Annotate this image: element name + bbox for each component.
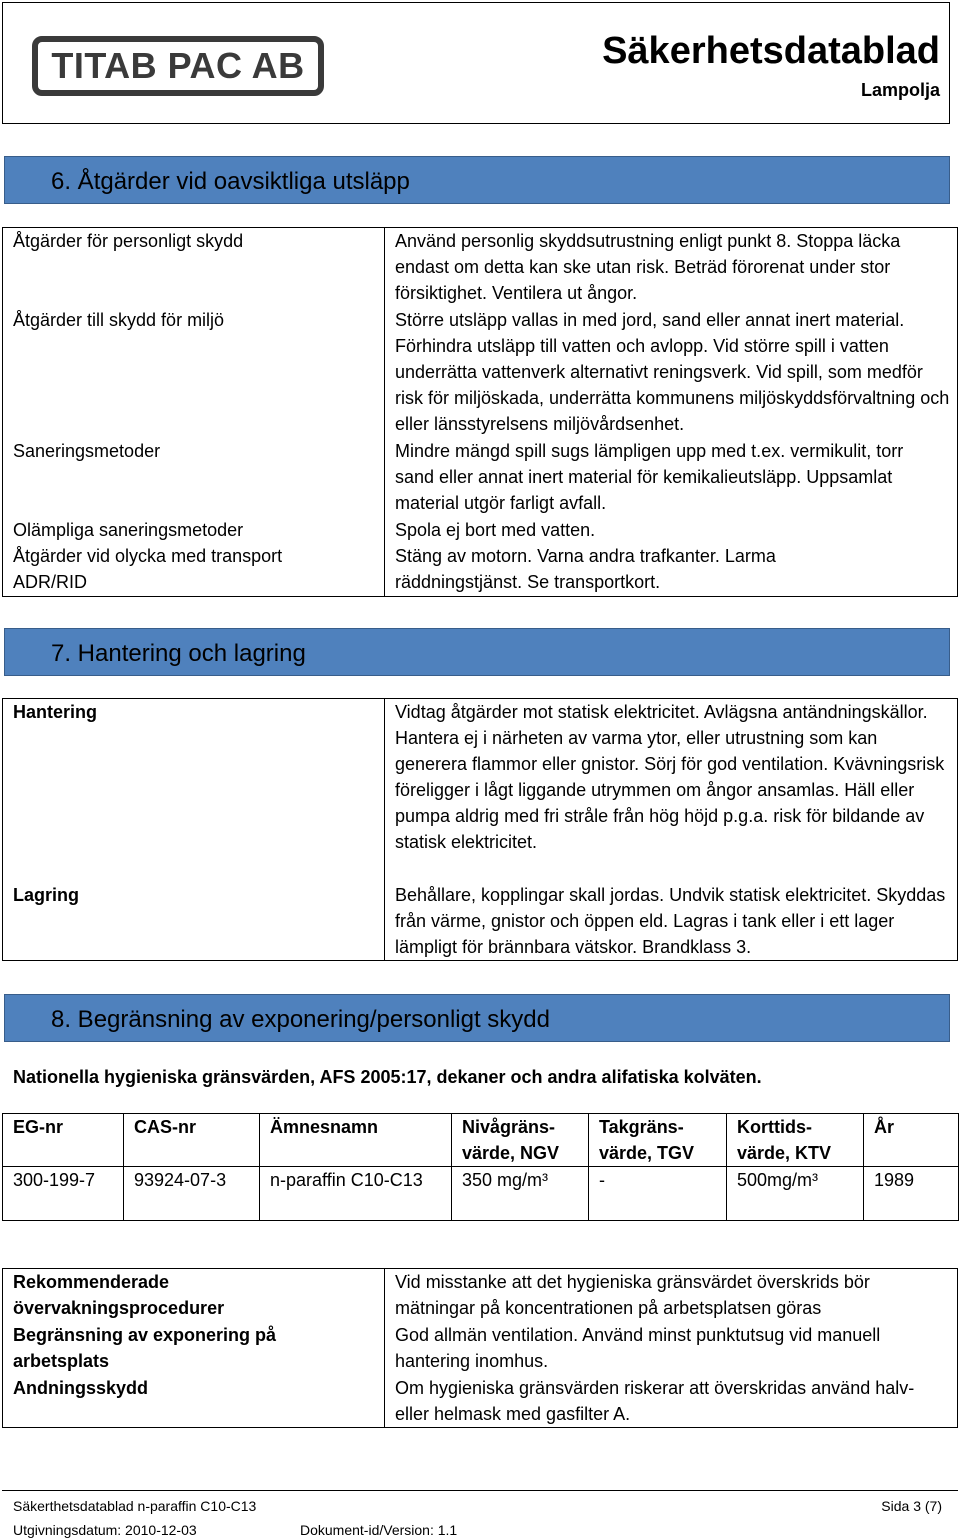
limit-values-table	[2, 1113, 959, 1221]
table-cell: -	[589, 1167, 727, 1221]
value-monitoring: Vid misstanke att det hygieniska gränsvärdet överskrids bör mätningar på koncentrationen på arbetsplatsen göras	[395, 1272, 870, 1318]
footer-page-number: Sida 3 (7)	[881, 1498, 942, 1514]
label-handling: Hantering	[13, 702, 98, 722]
table-cell: 300-199-7	[3, 1167, 124, 1221]
footer-document-id: Dokument-id/Version: 1.1	[300, 1522, 458, 1538]
value-unsuitable-cleanup: Spola ej bort med vatten.	[395, 520, 596, 540]
table-header: År	[864, 1114, 959, 1167]
table-header: Nivågräns-värde, NGV	[452, 1114, 589, 1167]
label-transport-accident: Åtgärder vid olycka med transport	[13, 546, 283, 566]
value-personal-protection: Använd personlig skyddsutrustning enligt punkt 8. Stoppa läcka endast om detta kan ske utan risk. Beträd förorenat under stor försiktighet. Ventilera ut ångor.	[395, 231, 901, 303]
table-header: EG-nr	[3, 1114, 124, 1167]
label-storage: Lagring	[13, 885, 79, 905]
label-monitoring: Rekommenderade övervakningsprocedurer	[13, 1272, 225, 1318]
label-exposure-limitation: Begränsning av exponering på arbetsplats	[13, 1325, 277, 1371]
label-environment-protection: Åtgärder till skydd för miljö	[13, 310, 225, 330]
table-cell: 93924-07-3	[124, 1167, 260, 1221]
value-environment-protection: Större utsläpp vallas in med jord, sand eller annat inert material. Förhindra utsläpp till vatten och avlopp. Vid större spill i vatten underrätta vattenverk alternativt reningsverk. Vid spill, som medför risk för miljöskada, underrätta kommunens miljöskyddsförvaltning och eller länsstyrelsens miljövårdsenhet.	[395, 310, 950, 434]
section-8-heading	[4, 994, 950, 1042]
table-cell: 350 mg/m³	[452, 1167, 589, 1221]
footer-issue-date: Utgivningsdatum: 2010-12-03	[13, 1522, 197, 1538]
company-logo: TITAB PAC AB	[32, 36, 324, 96]
column-divider	[384, 227, 385, 597]
table-header: CAS-nr	[124, 1114, 260, 1167]
label-unsuitable-cleanup: Olämpliga saneringsmetoder	[13, 520, 244, 540]
column-divider	[384, 698, 385, 961]
footer-rule	[2, 1490, 958, 1491]
table-cell: n-paraffin C10-C13	[260, 1167, 452, 1221]
footer-document-name: Säkerthetsdatablad n-paraffin C10-C13	[13, 1498, 257, 1514]
section-7-heading	[4, 628, 950, 676]
section-7-title: 7. Hantering och lagring	[51, 640, 306, 667]
table-header: Korttids-värde, KTV	[727, 1114, 864, 1167]
value-storage: Behållare, kopplingar skall jordas. Undvik statisk elektricitet. Skyddas från värme, gnistor och öppen eld. Lagras i tank eller i ett lager lämpligt för brännbara vätskor. Brandklass 3.	[395, 885, 946, 957]
table-cell: 1989	[864, 1167, 959, 1221]
label-personal-protection: Åtgärder för personligt skydd	[13, 231, 244, 251]
limit-values-subtitle: Nationella hygieniska gränsvärden, AFS 2005:17, dekaner och andra alifatiska kolväten.	[13, 1067, 762, 1087]
table-row	[3, 1167, 959, 1221]
table-cell: 500mg/m³	[727, 1167, 864, 1221]
value-transport-accident: Stäng av motorn. Varna andra trafkanter. Larma räddningstjänst. Se transportkort.	[395, 546, 776, 592]
column-divider	[384, 1268, 385, 1428]
value-respiratory-protection: Om hygieniska gränsvärden riskerar att överskridas använd halv- eller helmask med gasfilter A.	[395, 1378, 915, 1424]
table-header-row	[3, 1114, 959, 1167]
product-name: Lampolja	[860, 80, 940, 100]
value-exposure-limitation: God allmän ventilation. Använd minst punktutsug vid manuell hantering inomhus.	[395, 1325, 881, 1371]
section-6-heading	[4, 156, 950, 204]
section-6-title: 6. Åtgärder vid oavsiktliga utsläpp	[51, 168, 410, 195]
label-respiratory-protection: Andningsskydd	[13, 1378, 149, 1398]
document-title: Säkerhetsdatablad	[602, 30, 940, 72]
value-handling: Vidtag åtgärder mot statisk elektricitet. Avlägsna antändningskällor. Hantera ej i närheten av varma ytor, eller utrustning som kan generera flammor eller gnistor. Sörj för god ventilation. Kvävningsrisk föreligger i lågt liggande utrymmen om ångor ansamlas. Häll eller pumpa aldrig med fri stråle från hög höjd p.g.a. risk för bildande av statisk elektricitet.	[395, 702, 945, 852]
label-adr-rid: ADR/RID	[13, 572, 88, 592]
section-8-title: 8. Begränsning av exponering/personligt skydd	[51, 1006, 550, 1033]
value-cleanup-methods: Mindre mängd spill sugs lämpligen upp med t.ex. vermikulit, torr sand eller annat inert material för kemikalieutsläpp. Uppsamlat material utgör farligt avfall.	[395, 441, 904, 513]
table-header: Takgräns-värde, TGV	[589, 1114, 727, 1167]
label-cleanup-methods: Saneringsmetoder	[13, 441, 161, 461]
table-header: Ämnesnamn	[260, 1114, 452, 1167]
